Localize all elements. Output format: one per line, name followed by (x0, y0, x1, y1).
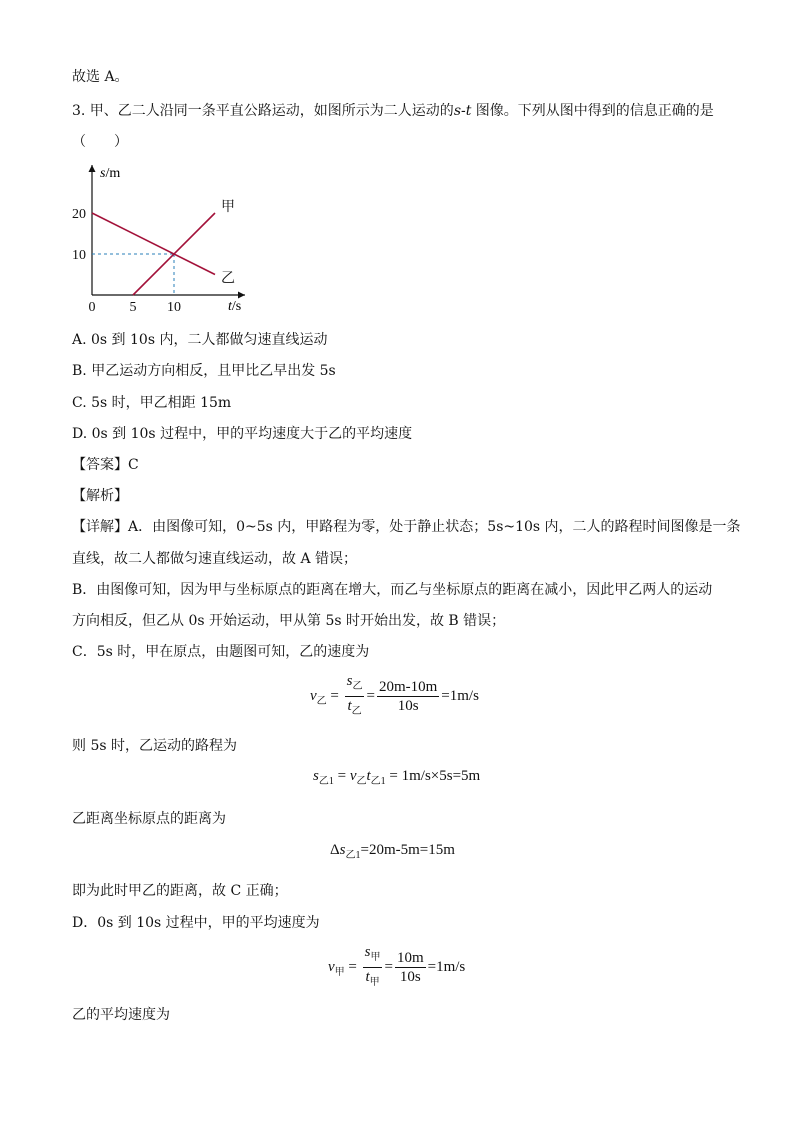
equation-1: $v_乙$ = $\frac{s_乙}{t_乙}$ = $\frac{20m-10m}{10s}$ =1m/s (310, 673, 479, 717)
y-tick-label: 10 (72, 248, 86, 263)
x-tick-label: 5 (129, 300, 137, 315)
question-3-text-a: 3. 甲、乙二人沿同一条平直公路运动，如图所示为二人运动的 (72, 103, 454, 119)
question-3 (72, 100, 714, 120)
detail-line-4: 方向相反，但乙从 0s 开始运动，甲从第 5s 时开始出发，故 B 错误； (72, 613, 506, 629)
series-label-yi: 乙 (221, 271, 235, 287)
option-d: D. 0s 到 10s 过程中，甲的平均速度大于乙的平均速度 (72, 426, 413, 442)
series-line-yi (92, 213, 215, 275)
detail-line-7: 乙距离坐标原点的距离为 (72, 811, 226, 827)
text-line-0: 故选 A。 (72, 69, 129, 85)
y-axis-label: s/m (100, 166, 121, 181)
x-axis-label: t/s (228, 299, 242, 314)
option-c: C. 5s 时，甲乙相距 15m (72, 395, 232, 411)
equation-3: $\Delta s_{乙1}=20m-5m=15m$ (330, 842, 455, 861)
y-tick-label: 20 (72, 207, 86, 222)
option-a: A. 0s 到 10s 内，二人都做匀速直线运动 (72, 332, 328, 348)
detail-line-6: 则 5s 时，乙运动的路程为 (72, 738, 237, 754)
equation-4: $v_甲$ = $\frac{s_甲}{t_甲}$ = $\frac{10m}{10s}$ =1m/s (328, 944, 466, 988)
equation-2: $s_{乙1} = v_乙t_{乙1} = 1m/s\times 5s=5m$ (313, 768, 481, 787)
answer: 【答案】C (72, 457, 139, 473)
x-tick-label: 0 (88, 300, 96, 315)
detail-line-9: D．0s 到 10s 过程中，甲的平均速度为 (72, 915, 320, 931)
x-tick-label: 10 (167, 300, 181, 315)
detail-line-10: 乙的平均速度为 (72, 1007, 170, 1023)
detail-line-1: 【详解】A．由图像可知，0~5s 内，甲路程为零，处于静止状态；5s~10s 内，二人的路程时间图像是一条 (72, 519, 741, 535)
detail-line-2: 直线，故二人都做匀速直线运动，故 A 错误； (72, 551, 358, 567)
question-3-text-b: 图像。下列从图中得到的信息正确的是 (471, 103, 714, 119)
detail-line-8: 即为此时甲乙的距离，故 C 正确； (72, 883, 288, 899)
question-3-var: s-t (453, 103, 472, 119)
detail-line-5: C．5s 时，甲在原点，由题图可知，乙的速度为 (72, 644, 370, 660)
option-b: B. 甲乙运动方向相反，且甲比乙早出发 5s (72, 363, 336, 379)
series-label-jia: 甲 (221, 200, 235, 215)
analysis-heading: 【解析】 (72, 488, 128, 504)
question-3-paren: （ ） (72, 134, 128, 150)
detail-line-3: B．由图像可知，因为甲与坐标原点的距离在增大，而乙与坐标原点的距离在减小，因此甲乙两人的运动 (72, 582, 713, 598)
st-graph (60, 155, 260, 315)
